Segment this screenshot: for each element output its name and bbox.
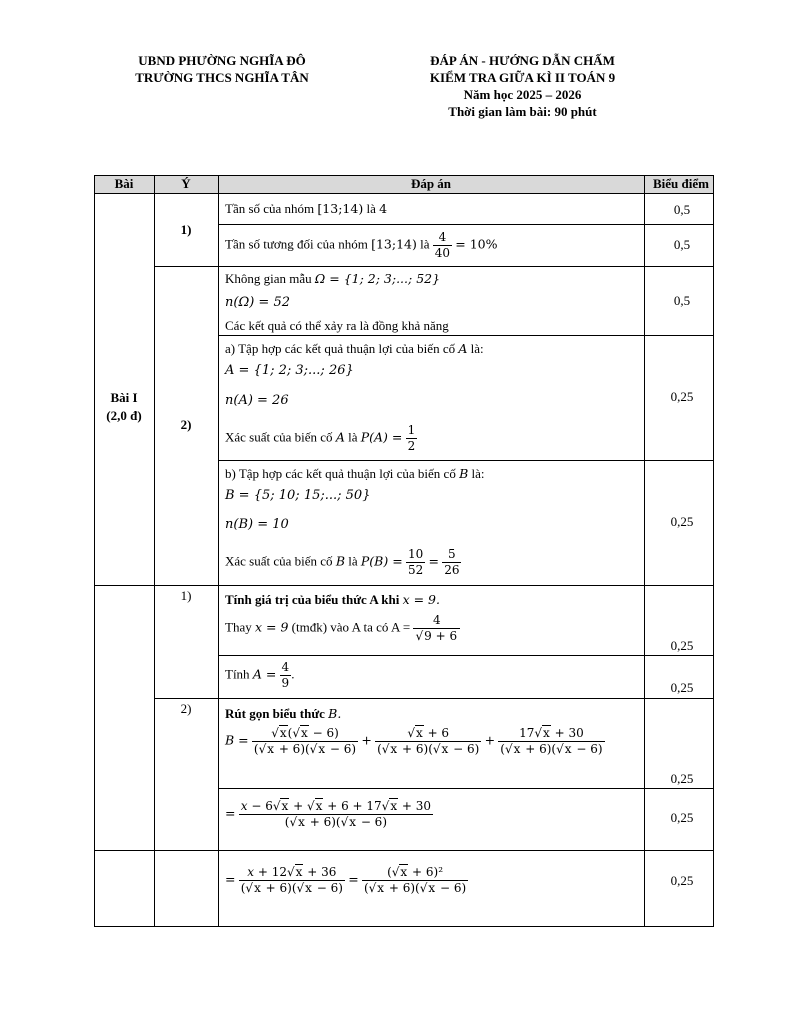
hline <box>154 698 714 699</box>
row6-title-text: Tính giá trị của biểu thức A khi <box>225 592 400 607</box>
row5-points: 0,25 <box>670 514 694 529</box>
hline <box>94 926 714 927</box>
row5-num1: 10 <box>407 547 424 561</box>
row5-text: b) Tập hợp các kết quả thuận lợi của biến cố <box>225 466 456 481</box>
vline <box>218 175 219 927</box>
row9-frac: $\frac{x - 6√x + √x + 6 + 17√x + 30}{(√x + 6)(√x - 6)}$ <box>240 799 432 829</box>
row5-prob-lhs: P(B) = <box>360 553 403 569</box>
row2-interval: [13;14) <box>371 236 417 252</box>
row6-x-eq: x = 9 <box>254 619 289 635</box>
row4-line2: A = {1; 2; 3;...; 26} <box>225 363 354 378</box>
row6-num: 4 <box>413 613 460 629</box>
hline <box>94 585 714 586</box>
row5-line1 <box>225 466 485 482</box>
bai1-points: (2,0 đ) <box>106 408 142 423</box>
row7-num: 4 <box>281 660 290 674</box>
row4-prob-text: Xác suất của biến cố <box>225 429 333 445</box>
row2-den: 40 <box>434 246 451 260</box>
row3-text: Không gian mẫu <box>225 271 312 286</box>
exam-duration: Thời gian làm bài: 90 phút <box>448 104 597 119</box>
row8-title-text: Rút gọn biểu thức <box>225 706 325 721</box>
row6-title <box>225 592 440 608</box>
row6-title-math: x = 9. <box>402 592 440 607</box>
row1-content <box>225 201 387 217</box>
y-1: 1) <box>180 222 192 237</box>
row5-line4: Xác suất của biến cố B là P(B) = $\frac{10}{52}$ = $\frac{5}{26}$ <box>225 547 460 577</box>
row4-prob-den: 2 <box>407 439 416 453</box>
row7-den: 9 <box>281 676 290 690</box>
row4-text: a) Tập hợp các kết quả thuận lợi của biến cố <box>225 341 456 356</box>
hline <box>218 655 714 656</box>
hline <box>218 224 714 225</box>
row9-formula: = $\frac{x - 6√x + √x + 6 + 17√x + 30}{(√x + 6)(√x - 6)}$ <box>225 799 432 829</box>
row6-den-text: 9 + 6 <box>424 629 458 643</box>
row4-prob-fraction <box>406 423 418 454</box>
row5-prob-la: là <box>348 553 358 569</box>
col-header-bieu-diem: Biểu điểm <box>653 176 709 191</box>
hline <box>218 788 714 789</box>
row5-num2: 5 <box>442 547 461 563</box>
hline <box>94 193 714 194</box>
hline <box>94 850 714 851</box>
row2-num: 4 <box>433 230 452 246</box>
exam-header <box>400 52 645 120</box>
row5-prob-text: Xác suất của biến cố <box>225 553 333 569</box>
row4-end: là: <box>470 341 484 356</box>
row4-points: 0,25 <box>670 389 694 404</box>
row7-lhs: A = <box>252 666 277 682</box>
school-year: Năm học 2025 – 2026 <box>463 87 582 102</box>
y-1b: 1) <box>180 588 192 603</box>
row8-frac2: $\frac{√x + 6}{(√x + 6)(√x - 6)}$ <box>377 726 480 756</box>
row5-var: B <box>459 466 469 481</box>
row7-points: 0,25 <box>670 680 694 695</box>
row6-den: √9 + 6 <box>415 629 458 643</box>
row5-prob-var: B <box>335 553 345 569</box>
row7-text: Tính <box>225 666 250 682</box>
ward-name: UBND PHƯỜNG NGHĨA ĐÔ <box>138 53 306 68</box>
row6-points: 0,25 <box>670 638 694 653</box>
school-header <box>112 52 332 86</box>
row4-prob-num: 1 <box>407 423 416 437</box>
row5-den2: 26 <box>444 563 460 577</box>
row6-taco: ta có A = <box>363 619 411 635</box>
row2-eq: = 10% <box>455 236 498 252</box>
row4-prob-lhs: P(A) = <box>360 429 403 445</box>
row2-la: là <box>420 236 430 252</box>
row3-line3: Các kết quả có thể xảy ra là đồng khả năng <box>225 318 449 333</box>
row10-frac2: $\frac{\text{(√x + 6)²}}{(√x + 6)(√x - 6)}$ <box>363 865 467 895</box>
row10-formula: = $\frac{x + 12√x + 36}{(√x + 6)(√x - 6)}$ = $\frac{\text{(√x + 6)²}}{(√x + 6)(√x - 6)}$ <box>225 865 467 895</box>
row8-frac1: $\frac{√x(√x - 6)}{(√x + 6)(√x - 6)}$ <box>253 726 357 756</box>
bai1-label <box>94 389 154 425</box>
row5-line2: B = {5; 10; 15;...; 50} <box>225 488 371 503</box>
row8-title <box>225 706 341 722</box>
row2-points: 0,5 <box>673 237 691 252</box>
row4-prob-var: A <box>335 429 345 445</box>
row3-points: 0,5 <box>673 293 691 308</box>
row4-line3: n(A) = 26 <box>225 393 289 408</box>
row2-fraction <box>433 230 452 261</box>
row1-interval: [13;14) <box>317 201 364 216</box>
row9-points: 0,25 <box>670 810 694 825</box>
row1-points: 0,5 <box>673 202 691 217</box>
row3-line2: n(Ω) = 52 <box>225 295 290 310</box>
y-2: 2) <box>180 417 192 432</box>
row3-line1 <box>225 271 440 287</box>
exam-name: KIỂM TRA GIỮA KÌ II TOÁN 9 <box>429 70 616 85</box>
row8-points: 0,25 <box>670 771 694 786</box>
doc-title: ĐÁP ÁN - HƯỚNG DẪN CHẤM <box>430 53 615 68</box>
row1-value: 4 <box>379 201 388 216</box>
row5-end: là: <box>471 466 485 481</box>
row6-tmdk: (tmđk) vào <box>291 619 350 635</box>
row4-prob-la: là <box>348 429 358 445</box>
row3-sample-space: Ω = {1; 2; 3;...; 52} <box>314 271 441 286</box>
vline <box>154 175 155 927</box>
hline <box>218 460 714 461</box>
col-header-y: Ý <box>181 176 191 191</box>
row10-frac1: $\frac{x + 12√x + 36}{(√x + 6)(√x - 6)}$ <box>240 865 343 895</box>
col-header-bai: Bài <box>114 176 134 191</box>
row4-line4 <box>225 423 417 454</box>
row2-content <box>225 230 498 261</box>
vline <box>94 175 95 927</box>
row8-formula: B = $\frac{√x(√x - 6)}{(√x + 6)(√x - 6)}$ + $\frac{√x + 6}{(√x + 6)(√x - 6)}$ + $\frac{17√x + 30}{(√x + 6)(√x - 6)}$ <box>225 726 603 756</box>
row6-a: A <box>351 619 361 635</box>
row1-la: là <box>366 201 376 216</box>
row2-text: Tần số tương đối của nhóm <box>225 236 368 252</box>
row8-title-var: B. <box>328 706 342 721</box>
hline <box>154 266 714 267</box>
row8-frac3: $\frac{17√x + 30}{(√x + 6)(√x - 6)}$ <box>500 726 603 756</box>
row5-prob-fraction1 <box>406 547 425 578</box>
row4-var: A <box>458 341 468 356</box>
row5-prob-fraction2 <box>442 547 461 578</box>
row6-line2 <box>225 613 460 644</box>
row5-line3: n(B) = 10 <box>225 517 289 532</box>
row5-den1: 52 <box>407 563 424 577</box>
col-header-dap-an: Đáp án <box>410 176 452 191</box>
row7-fraction <box>280 660 295 691</box>
bai1-name: Bài I <box>110 390 138 405</box>
row7-content <box>225 660 294 691</box>
row10-points: 0,25 <box>670 873 694 888</box>
row6-fraction <box>413 613 460 644</box>
vline <box>644 175 645 927</box>
y-2b: 2) <box>180 701 192 716</box>
row6-thay: Thay <box>225 619 252 635</box>
row7-dot: . <box>291 666 295 682</box>
school-name: TRƯỜNG THCS NGHĨA TÂN <box>135 70 309 85</box>
row1-text: Tần số của nhóm <box>225 201 315 216</box>
row4-line1 <box>225 341 484 357</box>
hline <box>218 335 714 336</box>
